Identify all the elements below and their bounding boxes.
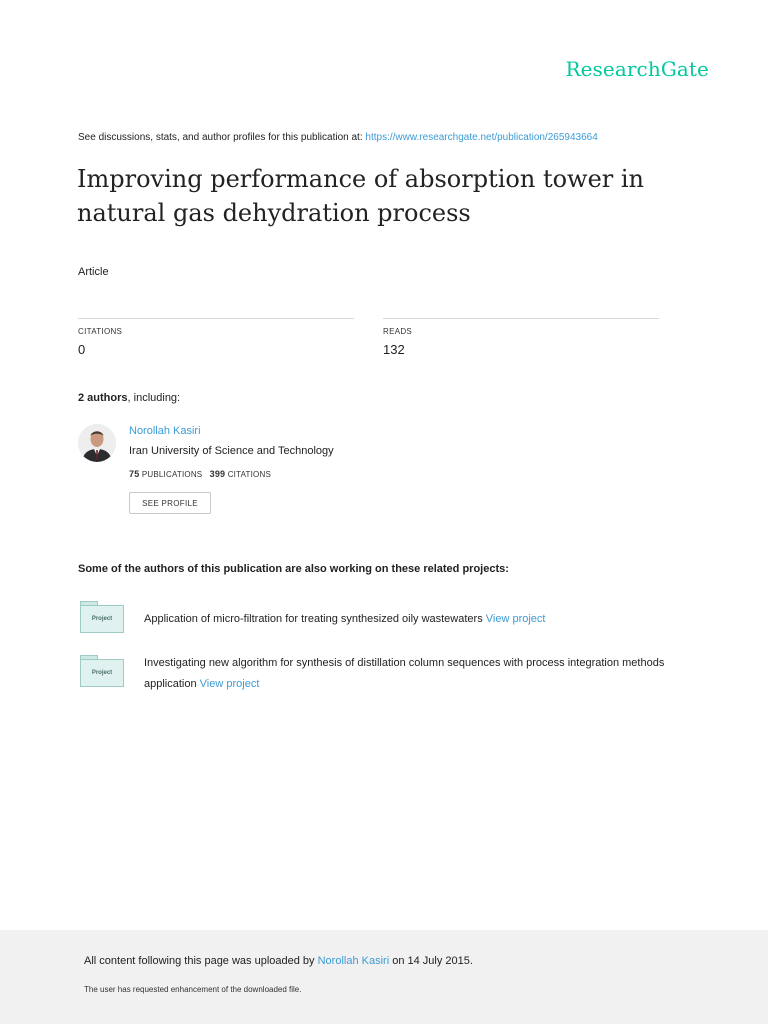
authors-count: 2 authors	[78, 392, 128, 404]
author-publications-count: 75	[129, 469, 140, 479]
uploaded-suffix: on 14 July 2015.	[392, 955, 473, 967]
project-item	[144, 609, 684, 630]
enhancement-note: The user has requested enhancement of the downloaded file.	[84, 985, 302, 994]
project-folder-icon	[80, 601, 124, 633]
project-title: Investigating new algorithm for synthesis of distillation column sequences with process integration methods application	[144, 657, 665, 690]
publication-title: Improving performance of absorption tower in natural gas dehydration process	[77, 165, 645, 227]
publication-url-link[interactable]: https://www.researchgate.net/publication/265943664	[365, 132, 598, 143]
authors-count-rest: , including:	[127, 392, 181, 404]
uploaded-line	[84, 955, 473, 967]
author-citations-count: 399	[209, 469, 226, 479]
author-stats	[129, 469, 271, 479]
upload-footer	[0, 930, 768, 1024]
see-profile-button[interactable]: SEE PROFILE	[129, 492, 211, 514]
author-name-link[interactable]: Norollah Kasiri	[129, 425, 201, 437]
related-projects-heading: Some of the authors of this publication are also working on these related projects:	[78, 563, 509, 575]
project-folder-label: Project	[91, 616, 113, 622]
reads-value: 132	[383, 342, 405, 357]
view-project-link[interactable]: View project	[485, 613, 546, 625]
discussion-line	[78, 132, 598, 143]
citations-stat	[78, 318, 354, 357]
author-avatar[interactable]	[78, 424, 116, 462]
citations-value: 0	[78, 342, 86, 357]
authors-heading	[78, 392, 180, 404]
project-folder-label: Project	[91, 670, 113, 676]
project-folder-icon	[80, 655, 124, 687]
project-item	[144, 653, 684, 695]
discussion-prefix: See discussions, stats, and author profiles for this publication at:	[78, 132, 363, 143]
uploader-link[interactable]: Norollah Kasiri	[317, 955, 390, 967]
view-project-link[interactable]: View project	[199, 678, 260, 690]
reads-stat	[383, 318, 659, 357]
person-icon	[78, 424, 116, 462]
author-publications-label: PUBLICATIONS	[141, 470, 203, 479]
researchgate-logo[interactable]: ResearchGate	[565, 57, 709, 81]
project-title: Application of micro-filtration for treating synthesized oily wastewaters	[144, 613, 483, 625]
citations-label: CITATIONS	[78, 327, 123, 336]
author-citations-label: CITATIONS	[227, 470, 271, 479]
publication-type: Article	[78, 266, 109, 278]
author-institution: Iran University of Science and Technology	[129, 445, 334, 457]
reads-label: READS	[383, 327, 413, 336]
uploaded-prefix: All content following this page was uploaded by	[84, 955, 315, 967]
